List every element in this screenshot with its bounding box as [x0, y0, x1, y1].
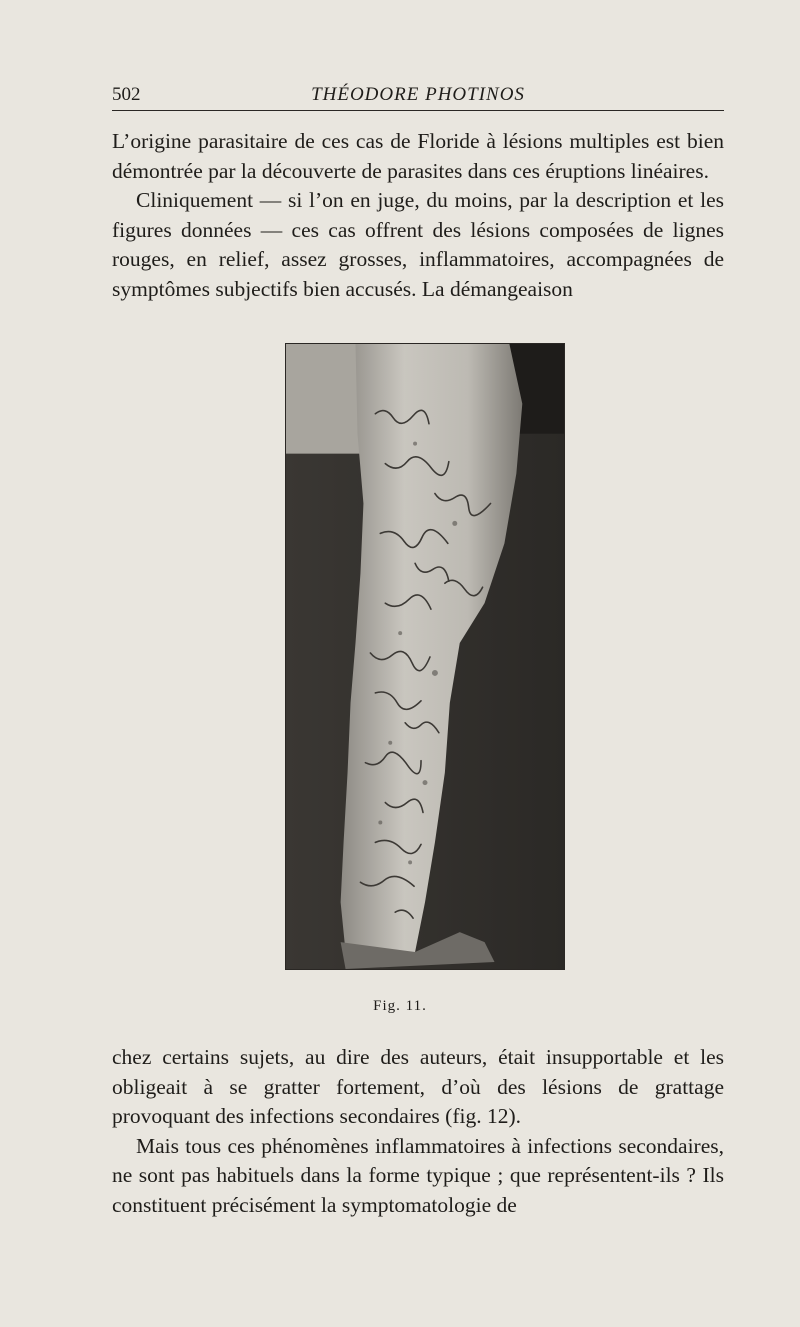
running-title: THÉODORE PHOTINOS: [311, 84, 525, 105]
text-block-top: [112, 127, 724, 304]
text-block-bottom: [112, 1043, 724, 1220]
figure-caption: Fig. 11.: [373, 998, 427, 1014]
leg-photograph: [286, 344, 564, 969]
paragraph: chez certains sujets, au dire des auteurs, était insupportable et les obligeait à se gratter fortement, d’où des lésions de grattage provoquant des infections secondaires (fig. 12).: [112, 1045, 724, 1128]
figure-photo-leg: [285, 343, 565, 970]
paragraph: Cliniquement — si l’on en juge, du moins, par la description et les figures données — ces cas offrent des lésions composées de lignes rouges, en relief, assez grosses, inflammatoires, accompagnées de symptômes subjectifs bien accusés. La démangeaison: [112, 188, 724, 301]
page-header: [112, 80, 724, 111]
paragraph: Mais tous ces phénomènes inflammatoires à infections secondaires, ne sont pas habituels dans la forme typique ; que représentent-ils ? Ils constituent précisément la symptomatologie de: [112, 1133, 724, 1217]
page-number: 502: [112, 84, 141, 105]
paragraph: L’origine parasitaire de ces cas de Floride à lésions multiples est bien démontrée par la découverte de parasites dans ces éruptions linéaires.: [112, 129, 724, 183]
